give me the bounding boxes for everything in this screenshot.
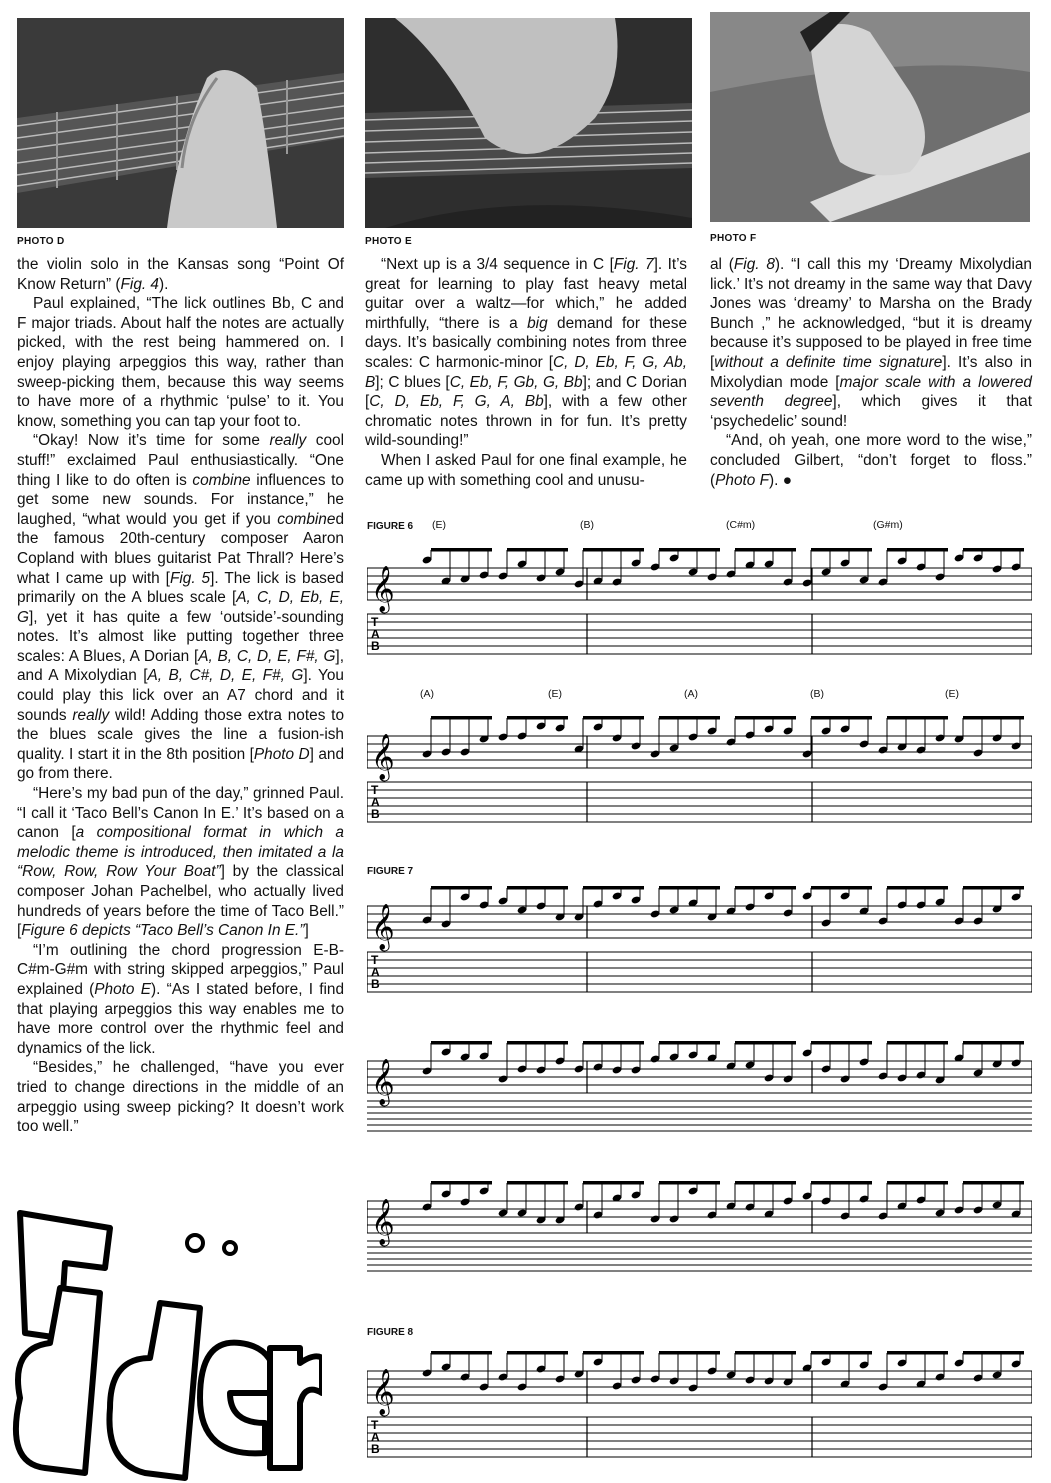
col1-paragraph-6: “Besides,” he challenged, “have you ever tried to change directions in the middle of an arpeggio using sweep picking? It doesn’t work too well.” bbox=[17, 1059, 344, 1136]
fig6-chord-4: (G#m) bbox=[873, 519, 903, 531]
fig6-chord-5: (A) bbox=[420, 688, 434, 700]
fig6-chord-6: (E) bbox=[548, 688, 562, 700]
fig7-notation-row3 bbox=[367, 1165, 1032, 1275]
svg-text:B: B bbox=[371, 977, 380, 991]
col3-paragraph-2: “And, oh yeah, one more word to the wise,” concluded Gilbert, “don’t forget to floss.” (Photo F). ● bbox=[710, 432, 1032, 489]
treble-clef-icon: 𝄞 bbox=[371, 1369, 395, 1415]
svg-text:T: T bbox=[371, 953, 379, 967]
svg-text:A: A bbox=[371, 627, 380, 641]
photo-f-image bbox=[710, 12, 1030, 222]
svg-text:A: A bbox=[371, 965, 380, 979]
fig6-chord-9: (E) bbox=[945, 688, 959, 700]
col1-paragraph-2: Paul explained, “The lick outlines Bb, C and F major triads. About half the notes are actually picked, with the rest being hammered on. I enjoy playing arpeggios this way, rather than sweep-picking them, because this way seems to have more of a rhythmic ‘pulse’ to it. You know, something you can tap your foot to. bbox=[17, 295, 344, 430]
col1-paragraph-3: “Okay! Now it’s time for some really cool stuff!” exclaimed Paul enthusiastically. “One thing I like to do often is combine influences to get some new sounds. For instance,” he laughed, “what would you get if you combined the famous 20th-century composer Aaron Copland with blues guitarist Pat Thrall? Here’s what I came up with [Fig. 5]. The lick is based primarily on the A blues scale [A, C, D, Eb, E, G], yet it has quite a few ‘outside’-sounding notes. It’s almost like putting together three scales: A Blues, A Dorian [A, B, C, D, E, F#, G], and A Mixolydian [A, B, C#, D, E, F#, G]. You could play this lick over an A7 chord and it sounds really wild! Adding those extra notes to the blues scale gives the line a fusion-ish quality. I start it in the 8th position [Photo D] and go from there. bbox=[17, 432, 345, 783]
photo-d-image bbox=[17, 18, 344, 228]
col2-paragraph-2: When I asked Paul for one final example, he came up with something cool and unusu- bbox=[365, 451, 687, 489]
article-column-2 bbox=[365, 255, 687, 490]
fig6-chord-3: (C#m) bbox=[726, 519, 756, 531]
svg-text:A: A bbox=[371, 1430, 380, 1444]
photo-e-image bbox=[365, 18, 692, 228]
treble-clef-icon: 𝄞 bbox=[371, 734, 395, 780]
fig6-notation-row1 bbox=[367, 532, 1032, 662]
col2-paragraph-1: “Next up is a 3/4 sequence in C [Fig. 7]. It’s great for learning to play fast heavy metal guitar over a waltz—for which,” he added mirthfully, “there is a big demand for these days. It’s basically combining notes from three scales: C harmonic-minor [C, D, Eb, F, G, Ab, B]; C blues [C, Eb, F, Gb, G, Bb]; and C Dorian [C, D, Eb, F, G, A, Bb], with a few other chromatic notes thrown in for fun. It’s pretty wild-sounding!” bbox=[365, 256, 688, 450]
fig7-notation-row2 bbox=[367, 1025, 1032, 1135]
svg-text:B: B bbox=[371, 1442, 380, 1456]
svg-text:T: T bbox=[371, 615, 379, 629]
article-column-3 bbox=[710, 255, 1032, 490]
photo-d-caption: PHOTO D bbox=[17, 236, 65, 247]
fig6-chord-8: (B) bbox=[810, 688, 824, 700]
figure-8-label: FIGURE 8 bbox=[367, 1327, 414, 1338]
fig8-notation bbox=[367, 1335, 1032, 1465]
fig6-chord-1: (E) bbox=[432, 519, 446, 531]
svg-text:B: B bbox=[371, 639, 380, 653]
fig7-notation-row1 bbox=[367, 870, 1032, 1000]
photo-f-caption: PHOTO F bbox=[710, 233, 757, 244]
col3-paragraph-1: al (Fig. 8). “I call this my ‘Dreamy Mixolydian lick.’ It’s not dreamy in the same way that Davy Jones was ‘dreamy’ to Marsha on the Brady Bunch ,” he acknowledged, “but it is dreamy because it’s supposed to be played in free time [without a definite time signature]. It’s also in Mixolydian mode [major scale with a lowered seventh degree], which gives it that ‘psychedelic’ sound! bbox=[710, 256, 1033, 430]
logo-text: dder bbox=[0, 1208, 3, 1209]
svg-text:B: B bbox=[371, 807, 380, 821]
treble-clef-icon: 𝄞 bbox=[371, 904, 395, 950]
col1-paragraph-1: the violin solo in the Kansas song “Point Of Know Return” (Fig. 4). bbox=[17, 256, 344, 293]
treble-clef-icon: 𝄞 bbox=[371, 566, 395, 612]
svg-text:T: T bbox=[371, 783, 379, 797]
figure-6-label: FIGURE 6 bbox=[367, 521, 414, 532]
treble-clef-icon: 𝄞 bbox=[371, 1199, 395, 1245]
photo-e-caption: PHOTO E bbox=[365, 236, 412, 247]
treble-clef-icon: 𝄞 bbox=[371, 1059, 395, 1105]
svg-text:A: A bbox=[371, 795, 380, 809]
fig6-chord-7: (A) bbox=[684, 688, 698, 700]
fig6-notation-row2 bbox=[367, 700, 1032, 830]
svg-text:T: T bbox=[371, 1418, 379, 1432]
figure-7-label: FIGURE 7 bbox=[367, 866, 414, 877]
article-column-1 bbox=[17, 255, 344, 1137]
fig6-chord-2: (B) bbox=[580, 519, 594, 531]
col1-paragraph-5: “I’m outlining the chord progression E-B-C#m-G#m with string skipped arpeggios,” Paul explained (Photo E). “As I stated before, I find that playing arpeggios this way enables me to have more control over the rhythmic feel and dynamics of the lick. bbox=[17, 941, 345, 1057]
col1-paragraph-4: “Here’s my bad pun of the day,” grinned Paul. “I call it ‘Taco Bell’s Canon In E.’ It’s based on a canon [a compositional format in which a melodic theme is introduced, then imitated a la “Row, Row, Row Your Boat”] by the classical composer Johan Pachelbel, who actually lived hundreds of years before the time of Taco Bell.” [Figure 6 depicts “Taco Bell’s Canon In E.”] bbox=[17, 785, 344, 940]
logo-graphic bbox=[0, 1208, 322, 1483]
